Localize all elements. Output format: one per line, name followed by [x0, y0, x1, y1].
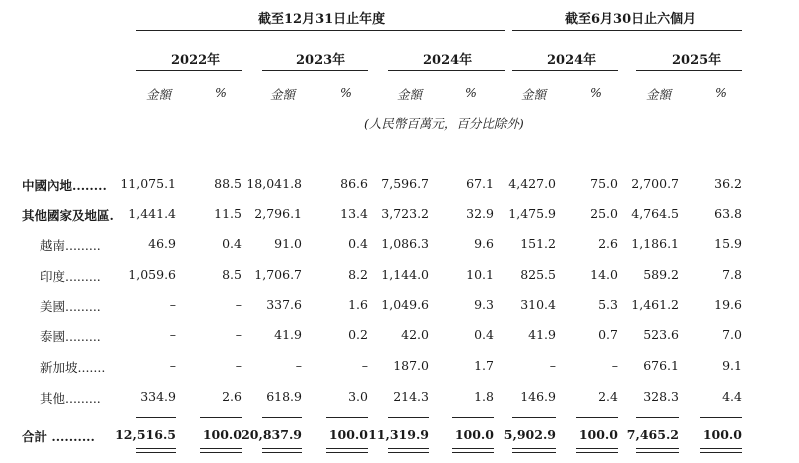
table-cell: 18,041.8 — [246, 176, 302, 191]
table-cell: 1.8 — [474, 389, 494, 404]
table-cell: – — [235, 358, 242, 373]
period-header-six-months: 截至6月30日止六個月 — [565, 12, 697, 27]
table-cell: 12,516.5 — [115, 427, 176, 442]
table-cell: 100.0 — [702, 427, 742, 442]
year-rule-2022 — [136, 70, 242, 71]
table-cell: 4,427.0 — [508, 176, 556, 191]
table-cell: 2.6 — [598, 236, 618, 251]
total-double-rule — [262, 452, 302, 453]
subtotal-rule — [262, 417, 302, 418]
table-cell: 1,441.4 — [128, 206, 176, 221]
row-label: 越南......... — [40, 238, 101, 253]
table-cell: 2,700.7 — [631, 176, 679, 191]
total-double-rule — [636, 452, 679, 453]
table-cell: 334.9 — [140, 389, 176, 404]
table-cell: 19.6 — [714, 297, 742, 312]
table-cell: 11,075.1 — [120, 176, 176, 191]
total-double-rule — [326, 448, 368, 449]
table-cell: 10.1 — [466, 267, 494, 282]
table-cell: 2.4 — [598, 389, 618, 404]
table-cell: 0.2 — [348, 327, 368, 342]
table-cell: – — [549, 358, 556, 373]
total-double-rule — [262, 448, 302, 449]
row-label: 印度......... — [40, 269, 101, 284]
table-cell: 1,706.7 — [254, 267, 302, 282]
period-rule-six-months — [512, 30, 742, 31]
col-pct-2023: % — [340, 85, 352, 100]
table-cell: 1.7 — [474, 358, 494, 373]
subtotal-rule — [200, 417, 242, 418]
table-cell: 4.4 — [722, 389, 742, 404]
table-cell: 2.6 — [222, 389, 242, 404]
col-amount-2023: 金額 — [270, 87, 296, 102]
table-cell: 187.0 — [393, 358, 429, 373]
col-amount-2024-h1: 金額 — [521, 87, 547, 102]
table-cell: 1,049.6 — [381, 297, 429, 312]
table-cell: 11,319.9 — [368, 427, 429, 442]
table-cell: 0.4 — [222, 236, 242, 251]
table-cell: – — [235, 327, 242, 342]
row-label: 中國內地........ — [22, 178, 107, 193]
table-cell: 41.9 — [528, 327, 556, 342]
table-cell: 86.6 — [340, 176, 368, 191]
table-cell: 7.0 — [722, 327, 742, 342]
table-cell: 100.0 — [202, 427, 242, 442]
total-double-rule — [200, 448, 242, 449]
table-cell: 0.4 — [348, 236, 368, 251]
total-double-rule — [388, 448, 429, 449]
total-double-rule — [700, 452, 742, 453]
total-double-rule — [136, 448, 176, 449]
table-cell: 100.0 — [578, 427, 618, 442]
table-cell: 214.3 — [393, 389, 429, 404]
table-cell: 676.1 — [643, 358, 679, 373]
table-cell: 41.9 — [274, 327, 302, 342]
row-label: 其他國家及地區. — [22, 208, 114, 223]
table-cell: 91.0 — [274, 236, 302, 251]
table-cell: 1.6 — [348, 297, 368, 312]
subtotal-rule — [512, 417, 556, 418]
col-amount-2022: 金額 — [146, 87, 172, 102]
table-cell: 0.7 — [598, 327, 618, 342]
table-cell: 100.0 — [454, 427, 494, 442]
period-header-full-year: 截至12月31日止年度 — [258, 12, 386, 27]
table-cell: 9.3 — [474, 297, 494, 312]
table-cell: – — [169, 297, 176, 312]
period-rule-full-year — [136, 30, 505, 31]
total-double-rule — [200, 452, 242, 453]
subtotal-rule — [636, 417, 679, 418]
year-header-2025-h1: 2025年 — [672, 53, 722, 68]
total-double-rule — [512, 452, 556, 453]
year-header-2022: 2022年 — [171, 53, 221, 68]
table-cell: – — [611, 358, 618, 373]
table-cell: – — [295, 358, 302, 373]
table-cell: 7,465.2 — [626, 427, 679, 442]
subtotal-rule — [388, 417, 429, 418]
year-header-2024: 2024年 — [423, 53, 473, 68]
table-cell: 46.9 — [148, 236, 176, 251]
subtotal-rule — [326, 417, 368, 418]
table-cell: 825.5 — [520, 267, 556, 282]
table-cell: 20,837.9 — [241, 427, 302, 442]
table-cell: 42.0 — [401, 327, 429, 342]
table-cell: 1,475.9 — [508, 206, 556, 221]
row-label: 美國......... — [40, 299, 101, 314]
total-double-rule — [136, 452, 176, 453]
total-double-rule — [576, 452, 618, 453]
table-cell: 1,186.1 — [631, 236, 679, 251]
total-double-rule — [452, 452, 494, 453]
table-cell: 7,596.7 — [381, 176, 429, 191]
table-cell: 618.9 — [266, 389, 302, 404]
table-cell: – — [169, 327, 176, 342]
table-cell: 14.0 — [590, 267, 618, 282]
total-double-rule — [388, 452, 429, 453]
table-cell: 67.1 — [466, 176, 494, 191]
subtotal-rule — [452, 417, 494, 418]
table-cell: – — [361, 358, 368, 373]
year-rule-2024-h1 — [512, 70, 618, 71]
row-label: 合計 .......... — [22, 429, 95, 444]
table-cell: 5.3 — [598, 297, 618, 312]
table-cell: 151.2 — [520, 236, 556, 251]
table-cell: 523.6 — [643, 327, 679, 342]
table-cell: 63.8 — [714, 206, 742, 221]
table-cell: 4,764.5 — [631, 206, 679, 221]
table-cell: 589.2 — [643, 267, 679, 282]
row-label: 其他......... — [40, 391, 101, 406]
table-cell: 7.8 — [722, 267, 742, 282]
subtotal-rule — [576, 417, 618, 418]
table-cell: 8.2 — [348, 267, 368, 282]
table-cell: 9.6 — [474, 236, 494, 251]
table-cell: 1,461.2 — [631, 297, 679, 312]
col-amount-2024: 金額 — [397, 87, 423, 102]
table-cell: 75.0 — [590, 176, 618, 191]
table-cell: 3.0 — [348, 389, 368, 404]
row-label: 泰國......... — [40, 329, 101, 344]
total-double-rule — [512, 448, 556, 449]
table-cell: 1,059.6 — [128, 267, 176, 282]
col-pct-2025-h1: % — [715, 85, 727, 100]
col-pct-2024: % — [465, 85, 477, 100]
table-cell: 1,144.0 — [381, 267, 429, 282]
table-cell: 13.4 — [340, 206, 368, 221]
total-double-rule — [452, 448, 494, 449]
table-cell: 2,796.1 — [254, 206, 302, 221]
col-pct-2022: % — [215, 85, 227, 100]
year-rule-2025-h1 — [636, 70, 742, 71]
table-cell: 32.9 — [466, 206, 494, 221]
table-cell: 8.5 — [222, 267, 242, 282]
total-double-rule — [636, 448, 679, 449]
row-label: 新加坡....... — [40, 360, 106, 375]
col-amount-2025-h1: 金額 — [646, 87, 672, 102]
subtotal-rule — [136, 417, 176, 418]
table-cell: 310.4 — [520, 297, 556, 312]
table-cell: 5,902.9 — [503, 427, 556, 442]
table-cell: 36.2 — [714, 176, 742, 191]
year-header-2024-h1: 2024年 — [547, 53, 597, 68]
table-cell: 1,086.3 — [381, 236, 429, 251]
unit-note: (人民幣百萬元，百分比除外) — [364, 116, 524, 131]
table-cell: 11.5 — [214, 206, 242, 221]
total-double-rule — [576, 448, 618, 449]
table-cell: 3,723.2 — [381, 206, 429, 221]
total-double-rule — [326, 452, 368, 453]
table-cell: 15.9 — [714, 236, 742, 251]
table-cell: – — [169, 358, 176, 373]
year-rule-2023 — [262, 70, 368, 71]
table-cell: 337.6 — [266, 297, 302, 312]
table-cell: 25.0 — [590, 206, 618, 221]
table-cell: – — [235, 297, 242, 312]
table-cell: 328.3 — [643, 389, 679, 404]
table-cell: 100.0 — [328, 427, 368, 442]
col-pct-2024-h1: % — [590, 85, 602, 100]
year-rule-2024 — [388, 70, 505, 71]
total-double-rule — [700, 448, 742, 449]
table-cell: 146.9 — [520, 389, 556, 404]
table-cell: 9.1 — [722, 358, 742, 373]
year-header-2023: 2023年 — [296, 53, 346, 68]
subtotal-rule — [700, 417, 742, 418]
table-cell: 88.5 — [214, 176, 242, 191]
table-cell: 0.4 — [474, 327, 494, 342]
